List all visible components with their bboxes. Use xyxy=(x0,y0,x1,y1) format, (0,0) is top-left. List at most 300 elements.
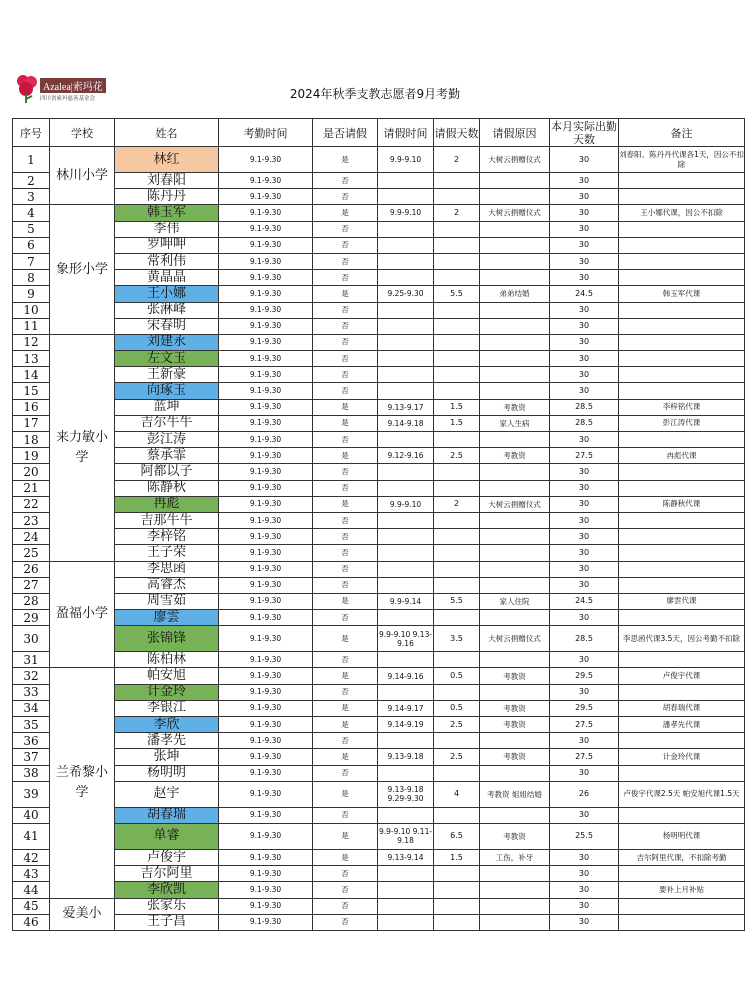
table-row xyxy=(13,882,745,898)
teacher-name: 王子昌 xyxy=(115,914,219,930)
leave-reason xyxy=(480,351,550,367)
actual-days: 27.5 xyxy=(550,717,619,733)
teacher-name: 潘孝先 xyxy=(115,733,219,749)
table-row xyxy=(13,781,745,807)
teacher-name: 冉彪 xyxy=(115,496,219,512)
row-number: 38 xyxy=(13,765,50,781)
attendance-period: 9.1-9.30 xyxy=(219,529,313,545)
leave-days: 0.5 xyxy=(434,700,480,716)
leave-period xyxy=(378,270,434,286)
header-note: 备注 xyxy=(619,119,745,147)
table-row xyxy=(13,610,745,626)
actual-days: 27.5 xyxy=(550,749,619,765)
teacher-name: 赵宇 xyxy=(115,781,219,807)
row-number: 5 xyxy=(13,221,50,237)
row-number: 10 xyxy=(13,302,50,318)
teacher-name: 王小娜 xyxy=(115,286,219,302)
logo-name: Azalea|索玛花 xyxy=(40,78,106,93)
note xyxy=(619,529,745,545)
table-row xyxy=(13,189,745,205)
attendance-period: 9.1-9.30 xyxy=(219,399,313,415)
actual-days: 30 xyxy=(550,866,619,882)
table-row xyxy=(13,914,745,930)
teacher-name: 林红 xyxy=(115,147,219,173)
table-row xyxy=(13,652,745,668)
teacher-name: 陈丹丹 xyxy=(115,189,219,205)
leave-flag: 否 xyxy=(313,545,378,561)
note xyxy=(619,432,745,448)
row-number: 26 xyxy=(13,561,50,577)
leave-days: 0.5 xyxy=(434,668,480,684)
attendance-period: 9.1-9.30 xyxy=(219,448,313,464)
actual-days: 30 xyxy=(550,147,619,173)
header-leave-time: 请假时间 xyxy=(378,119,434,147)
leave-flag: 是 xyxy=(313,147,378,173)
table-row xyxy=(13,464,745,480)
actual-days: 30 xyxy=(550,512,619,528)
teacher-name: 宋春明 xyxy=(115,318,219,334)
attendance-period: 9.1-9.30 xyxy=(219,577,313,593)
attendance-period: 9.1-9.30 xyxy=(219,545,313,561)
leave-period xyxy=(378,529,434,545)
attendance-period: 9.1-9.30 xyxy=(219,173,313,189)
table-row xyxy=(13,221,745,237)
row-number: 3 xyxy=(13,189,50,205)
note xyxy=(619,237,745,253)
teacher-name: 李欣 xyxy=(115,717,219,733)
leave-reason xyxy=(480,383,550,399)
table-row xyxy=(13,334,745,350)
table-row xyxy=(13,684,745,700)
leave-period xyxy=(378,253,434,269)
leave-period xyxy=(378,882,434,898)
leave-period xyxy=(378,351,434,367)
leave-flag: 否 xyxy=(313,561,378,577)
attendance-period: 9.1-9.30 xyxy=(219,626,313,652)
actual-days: 27.5 xyxy=(550,448,619,464)
leave-flag: 是 xyxy=(313,717,378,733)
header-time: 考勤时间 xyxy=(219,119,313,147)
attendance-period: 9.1-9.30 xyxy=(219,823,313,849)
leave-days xyxy=(434,652,480,668)
header-no: 序号 xyxy=(13,119,50,147)
leave-days: 2.5 xyxy=(434,717,480,733)
note xyxy=(619,561,745,577)
leave-reason xyxy=(480,807,550,823)
leave-days xyxy=(434,173,480,189)
leave-period xyxy=(378,464,434,480)
leave-days xyxy=(434,529,480,545)
actual-days: 30 xyxy=(550,253,619,269)
leave-flag: 否 xyxy=(313,237,378,253)
leave-flag: 是 xyxy=(313,448,378,464)
row-number: 45 xyxy=(13,898,50,914)
attendance-period: 9.1-9.30 xyxy=(219,205,313,221)
leave-flag: 否 xyxy=(313,480,378,496)
row-number: 13 xyxy=(13,351,50,367)
table-row xyxy=(13,561,745,577)
attendance-period: 9.1-9.30 xyxy=(219,415,313,431)
leave-flag: 否 xyxy=(313,765,378,781)
leave-flag: 否 xyxy=(313,173,378,189)
leave-period xyxy=(378,512,434,528)
leave-days: 2 xyxy=(434,496,480,512)
note xyxy=(619,866,745,882)
note: 胡春瑞代课 xyxy=(619,700,745,716)
actual-days: 28.5 xyxy=(550,626,619,652)
row-number: 12 xyxy=(13,334,50,350)
actual-days: 30 xyxy=(550,684,619,700)
teacher-name: 黄晶晶 xyxy=(115,270,219,286)
leave-days xyxy=(434,545,480,561)
attendance-period: 9.1-9.30 xyxy=(219,147,313,173)
leave-reason xyxy=(480,561,550,577)
leave-reason xyxy=(480,221,550,237)
row-number: 46 xyxy=(13,914,50,930)
teacher-name: 廖雲 xyxy=(115,610,219,626)
note: 韩玉军代课 xyxy=(619,286,745,302)
table-row xyxy=(13,700,745,716)
table-row xyxy=(13,807,745,823)
leave-days xyxy=(434,610,480,626)
actual-days: 25.5 xyxy=(550,823,619,849)
leave-reason xyxy=(480,882,550,898)
leave-reason xyxy=(480,610,550,626)
leave-days xyxy=(434,270,480,286)
table-row xyxy=(13,253,745,269)
teacher-name: 帕安旭 xyxy=(115,668,219,684)
row-number: 30 xyxy=(13,626,50,652)
leave-flag: 否 xyxy=(313,302,378,318)
attendance-period: 9.1-9.30 xyxy=(219,866,313,882)
leave-period xyxy=(378,914,434,930)
actual-days: 30 xyxy=(550,898,619,914)
leave-period: 9.14-9.16 xyxy=(378,668,434,684)
leave-days: 1.5 xyxy=(434,415,480,431)
leave-reason: 考教资 xyxy=(480,700,550,716)
actual-days: 30 xyxy=(550,383,619,399)
attendance-period: 9.1-9.30 xyxy=(219,432,313,448)
leave-reason: 家人生病 xyxy=(480,415,550,431)
note xyxy=(619,221,745,237)
attendance-period: 9.1-9.30 xyxy=(219,849,313,865)
leave-reason: 考教资 姐姐结婚 xyxy=(480,781,550,807)
teacher-name: 张锦锋 xyxy=(115,626,219,652)
actual-days: 30 xyxy=(550,545,619,561)
actual-days: 29.5 xyxy=(550,668,619,684)
leave-days: 1.5 xyxy=(434,849,480,865)
leave-days xyxy=(434,684,480,700)
leave-flag: 否 xyxy=(313,866,378,882)
note xyxy=(619,577,745,593)
table-row xyxy=(13,147,745,173)
leave-period xyxy=(378,237,434,253)
leave-period: 9.13-9.18 9.29-9.30 xyxy=(378,781,434,807)
note xyxy=(619,807,745,823)
leave-reason xyxy=(480,866,550,882)
note: 吉尔阿里代课，不扣除考勤 xyxy=(619,849,745,865)
note xyxy=(619,253,745,269)
leave-reason xyxy=(480,464,550,480)
leave-period xyxy=(378,432,434,448)
actual-days: 30 xyxy=(550,529,619,545)
table-row xyxy=(13,749,745,765)
leave-reason xyxy=(480,367,550,383)
actual-days: 30 xyxy=(550,205,619,221)
leave-days: 4 xyxy=(434,781,480,807)
leave-period xyxy=(378,480,434,496)
teacher-name: 卢俊宇 xyxy=(115,849,219,865)
note xyxy=(619,652,745,668)
teacher-name: 陈柏林 xyxy=(115,652,219,668)
row-number: 7 xyxy=(13,253,50,269)
leave-days: 2 xyxy=(434,147,480,173)
note: 王小娜代课，因公不扣除 xyxy=(619,205,745,221)
leave-days xyxy=(434,383,480,399)
attendance-period: 9.1-9.30 xyxy=(219,334,313,350)
teacher-name: 吉尔牛牛 xyxy=(115,415,219,431)
row-number: 29 xyxy=(13,610,50,626)
leave-period xyxy=(378,898,434,914)
leave-reason: 弟弟结婚 xyxy=(480,286,550,302)
header-school: 学校 xyxy=(50,119,115,147)
leave-days xyxy=(434,253,480,269)
actual-days: 24.5 xyxy=(550,286,619,302)
attendance-period: 9.1-9.30 xyxy=(219,749,313,765)
attendance-period: 9.1-9.30 xyxy=(219,286,313,302)
leave-reason xyxy=(480,898,550,914)
attendance-period: 9.1-9.30 xyxy=(219,561,313,577)
leave-days xyxy=(434,318,480,334)
leave-flag: 是 xyxy=(313,415,378,431)
actual-days: 30 xyxy=(550,561,619,577)
leave-reason xyxy=(480,480,550,496)
actual-days: 30 xyxy=(550,610,619,626)
note: 李思函代课3.5天，因公考勤不扣除 xyxy=(619,626,745,652)
note: 潘孝先代课 xyxy=(619,717,745,733)
note: 廖雲代课 xyxy=(619,593,745,609)
leave-flag: 是 xyxy=(313,700,378,716)
teacher-name: 周雪茹 xyxy=(115,593,219,609)
leave-reason: 家人住院 xyxy=(480,593,550,609)
actual-days: 30 xyxy=(550,318,619,334)
note: 陈静秋代课 xyxy=(619,496,745,512)
attendance-period: 9.1-9.30 xyxy=(219,383,313,399)
leave-period xyxy=(378,765,434,781)
table-row xyxy=(13,173,745,189)
header-leave-reason: 请假原因 xyxy=(480,119,550,147)
leave-days xyxy=(434,733,480,749)
leave-reason: 考教资 xyxy=(480,823,550,849)
actual-days: 30 xyxy=(550,173,619,189)
teacher-name: 王新豪 xyxy=(115,367,219,383)
teacher-name: 阿都以子 xyxy=(115,464,219,480)
teacher-name: 张家乐 xyxy=(115,898,219,914)
leave-days xyxy=(434,367,480,383)
leave-period: 9.25-9.30 xyxy=(378,286,434,302)
school-cell: 象形小学 xyxy=(50,205,115,335)
attendance-period: 9.1-9.30 xyxy=(219,898,313,914)
leave-period xyxy=(378,367,434,383)
note xyxy=(619,733,745,749)
leave-reason: 考教资 xyxy=(480,717,550,733)
actual-days: 30 xyxy=(550,464,619,480)
leave-days xyxy=(434,351,480,367)
note: 李梓铭代课 xyxy=(619,399,745,415)
actual-days: 30 xyxy=(550,221,619,237)
row-number: 41 xyxy=(13,823,50,849)
table-row xyxy=(13,302,745,318)
row-number: 36 xyxy=(13,733,50,749)
leave-period xyxy=(378,684,434,700)
leave-period: 9.9-9.10 xyxy=(378,496,434,512)
attendance-table xyxy=(12,118,745,931)
leave-days: 5.5 xyxy=(434,593,480,609)
leave-days xyxy=(434,898,480,914)
leave-reason: 大树云捐赠仪式 xyxy=(480,205,550,221)
actual-days: 30 xyxy=(550,496,619,512)
row-number: 39 xyxy=(13,781,50,807)
table-row xyxy=(13,383,745,399)
leave-reason: 考教资 xyxy=(480,749,550,765)
leave-flag: 是 xyxy=(313,626,378,652)
leave-period xyxy=(378,545,434,561)
leave-flag: 否 xyxy=(313,898,378,914)
teacher-name: 胡春瑞 xyxy=(115,807,219,823)
leave-period xyxy=(378,561,434,577)
leave-flag: 是 xyxy=(313,749,378,765)
attendance-period: 9.1-9.30 xyxy=(219,733,313,749)
table-row xyxy=(13,823,745,849)
actual-days: 28.5 xyxy=(550,399,619,415)
actual-days: 30 xyxy=(550,652,619,668)
leave-period xyxy=(378,866,434,882)
row-number: 33 xyxy=(13,684,50,700)
teacher-name: 罗呷呷 xyxy=(115,237,219,253)
leave-flag: 否 xyxy=(313,334,378,350)
leave-flag: 否 xyxy=(313,432,378,448)
leave-reason xyxy=(480,253,550,269)
leave-reason: 大树云捐赠仪式 xyxy=(480,147,550,173)
leave-flag: 否 xyxy=(313,807,378,823)
leave-reason xyxy=(480,914,550,930)
attendance-period: 9.1-9.30 xyxy=(219,781,313,807)
leave-flag: 是 xyxy=(313,668,378,684)
leave-period: 9.9-9.10 xyxy=(378,147,434,173)
leave-reason xyxy=(480,173,550,189)
attendance-period: 9.1-9.30 xyxy=(219,318,313,334)
leave-period: 9.9-9.10 9.11-9.18 xyxy=(378,823,434,849)
row-number: 16 xyxy=(13,399,50,415)
row-number: 34 xyxy=(13,700,50,716)
leave-days xyxy=(434,432,480,448)
row-number: 4 xyxy=(13,205,50,221)
teacher-name: 高睿杰 xyxy=(115,577,219,593)
actual-days: 30 xyxy=(550,270,619,286)
row-number: 19 xyxy=(13,448,50,464)
leave-reason xyxy=(480,237,550,253)
teacher-name: 吉那牛牛 xyxy=(115,512,219,528)
teacher-name: 张坤 xyxy=(115,749,219,765)
actual-days: 30 xyxy=(550,807,619,823)
actual-days: 30 xyxy=(550,367,619,383)
leave-flag: 是 xyxy=(313,496,378,512)
leave-days xyxy=(434,512,480,528)
row-number: 35 xyxy=(13,717,50,733)
school-cell: 爱美小 xyxy=(50,898,115,930)
row-number: 28 xyxy=(13,593,50,609)
table-row xyxy=(13,237,745,253)
teacher-name: 陈静秋 xyxy=(115,480,219,496)
teacher-name: 张淋峰 xyxy=(115,302,219,318)
table-row xyxy=(13,866,745,882)
leave-flag: 否 xyxy=(313,914,378,930)
leave-flag: 是 xyxy=(313,399,378,415)
leave-days: 2.5 xyxy=(434,749,480,765)
leave-reason xyxy=(480,545,550,561)
note xyxy=(619,765,745,781)
attendance-period: 9.1-9.30 xyxy=(219,765,313,781)
note xyxy=(619,351,745,367)
leave-reason xyxy=(480,512,550,528)
teacher-name: 李银江 xyxy=(115,700,219,716)
leave-period xyxy=(378,334,434,350)
note xyxy=(619,302,745,318)
leave-days xyxy=(434,464,480,480)
header-leave-days: 请假天数 xyxy=(434,119,480,147)
table-row xyxy=(13,717,745,733)
leave-reason xyxy=(480,189,550,205)
leave-reason xyxy=(480,765,550,781)
table-row xyxy=(13,415,745,431)
leave-reason: 大树云捐赠仪式 xyxy=(480,626,550,652)
note xyxy=(619,914,745,930)
actual-days: 30 xyxy=(550,237,619,253)
leave-flag: 是 xyxy=(313,823,378,849)
note xyxy=(619,545,745,561)
table-row xyxy=(13,399,745,415)
table-row xyxy=(13,318,745,334)
teacher-name: 蔡承霏 xyxy=(115,448,219,464)
leave-period: 9.13-9.17 xyxy=(378,399,434,415)
leave-flag: 否 xyxy=(313,253,378,269)
row-number: 1 xyxy=(13,147,50,173)
attendance-period: 9.1-9.30 xyxy=(219,351,313,367)
leave-period: 9.13-9.14 xyxy=(378,849,434,865)
table-row xyxy=(13,448,745,464)
row-number: 32 xyxy=(13,668,50,684)
actual-days: 30 xyxy=(550,351,619,367)
header-leave: 是否请假 xyxy=(313,119,378,147)
leave-days: 5.5 xyxy=(434,286,480,302)
leave-period xyxy=(378,733,434,749)
teacher-name: 刘春阳 xyxy=(115,173,219,189)
teacher-name: 韩玉军 xyxy=(115,205,219,221)
header-actual-days: 本月实际出勤天数 xyxy=(551,119,617,146)
note xyxy=(619,367,745,383)
leave-days xyxy=(434,765,480,781)
row-number: 8 xyxy=(13,270,50,286)
attendance-period: 9.1-9.30 xyxy=(219,464,313,480)
table-row xyxy=(13,351,745,367)
leave-flag: 是 xyxy=(313,781,378,807)
leave-reason: 工伤，补牙 xyxy=(480,849,550,865)
row-number: 44 xyxy=(13,882,50,898)
leave-flag: 否 xyxy=(313,512,378,528)
leave-period: 9.14-9.19 xyxy=(378,717,434,733)
attendance-period: 9.1-9.30 xyxy=(219,253,313,269)
leave-reason xyxy=(480,577,550,593)
